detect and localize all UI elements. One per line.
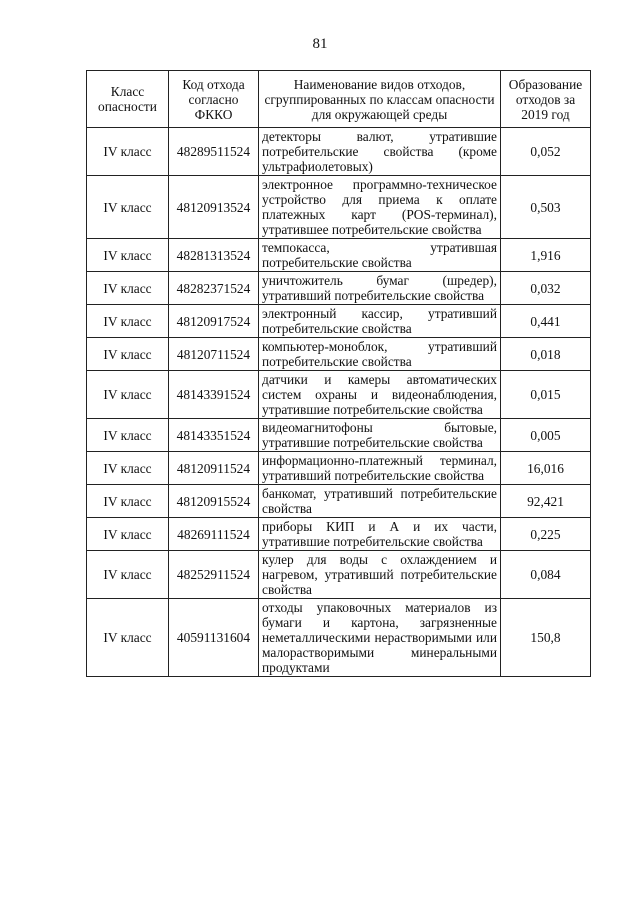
fkko-code-cell: 48120711524 — [169, 338, 259, 371]
waste-amount-cell: 0,503 — [501, 176, 591, 239]
fkko-code-cell: 48252911524 — [169, 551, 259, 599]
hazard-class-cell: IV класс — [87, 128, 169, 176]
table-row — [87, 305, 591, 338]
table-row — [87, 518, 591, 551]
hazard-class-cell: IV класс — [87, 371, 169, 419]
waste-amount-cell: 0,052 — [501, 128, 591, 176]
hazard-class-cell: IV класс — [87, 176, 169, 239]
table-row — [87, 551, 591, 599]
waste-amount-cell: 1,916 — [501, 239, 591, 272]
waste-amount-cell: 0,005 — [501, 419, 591, 452]
table-row — [87, 272, 591, 305]
table-row — [87, 371, 591, 419]
waste-name-cell: детекторы валют, утратившие потребительские свойства (кроме ультрафиолетовых) — [259, 128, 501, 176]
fkko-code-cell: 48143391524 — [169, 371, 259, 419]
waste-name-cell: приборы КИП и А и их части, утратившие потребительские свойства — [259, 518, 501, 551]
hazard-class-cell: IV класс — [87, 599, 169, 677]
header-fkko-code: Код отхода согласно ФККО — [169, 71, 259, 128]
waste-amount-cell: 0,032 — [501, 272, 591, 305]
waste-name-cell: электронное программно-техническое устройство для приема к оплате платежных карт (POS-терминал), утратившее потребительские свойства — [259, 176, 501, 239]
fkko-code-cell: 48289511524 — [169, 128, 259, 176]
hazard-class-cell: IV класс — [87, 452, 169, 485]
table-row — [87, 599, 591, 677]
waste-name-cell: темпокасса, утратившая потребительские свойства — [259, 239, 501, 272]
waste-amount-cell: 92,421 — [501, 485, 591, 518]
table-row — [87, 419, 591, 452]
waste-name-cell: датчики и камеры автоматических систем охраны и видеонаблюдения, утратившие потребительские свойства — [259, 371, 501, 419]
waste-name-cell: компьютер-моноблок, утративший потребительские свойства — [259, 338, 501, 371]
waste-amount-cell: 0,225 — [501, 518, 591, 551]
fkko-code-cell: 48281313524 — [169, 239, 259, 272]
table-row — [87, 239, 591, 272]
hazard-class-cell: IV класс — [87, 419, 169, 452]
fkko-code-cell: 48120911524 — [169, 452, 259, 485]
header-waste-amount: Образование отходов за 2019 год — [501, 71, 591, 128]
table-row — [87, 485, 591, 518]
waste-name-cell: отходы упаковочных материалов из бумаги и картона, загрязненные неметаллическими нерастворимыми или малорастворимыми минеральными продуктами — [259, 599, 501, 677]
waste-name-cell: кулер для воды с охлаждением и нагревом, утративший потребительские свойства — [259, 551, 501, 599]
hazard-class-cell: IV класс — [87, 239, 169, 272]
waste-amount-cell: 0,015 — [501, 371, 591, 419]
waste-name-cell: уничтожитель бумаг (шредер), утративший потребительские свойства — [259, 272, 501, 305]
waste-table — [86, 70, 591, 677]
fkko-code-cell: 48120915524 — [169, 485, 259, 518]
hazard-class-cell: IV класс — [87, 305, 169, 338]
fkko-code-cell: 48143351524 — [169, 419, 259, 452]
fkko-code-cell: 40591131604 — [169, 599, 259, 677]
hazard-class-cell: IV класс — [87, 338, 169, 371]
hazard-class-cell: IV класс — [87, 485, 169, 518]
waste-name-cell: электронный кассир, утративший потребительские свойства — [259, 305, 501, 338]
waste-amount-cell: 0,018 — [501, 338, 591, 371]
table-row — [87, 128, 591, 176]
header-waste-name: Наименование видов отходов, сгруппированных по классам опасности для окружающей среды — [259, 71, 501, 128]
table-row — [87, 452, 591, 485]
table-row — [87, 338, 591, 371]
page-number: 81 — [312, 36, 328, 52]
hazard-class-cell: IV класс — [87, 518, 169, 551]
fkko-code-cell: 48120917524 — [169, 305, 259, 338]
fkko-code-cell: 48120913524 — [169, 176, 259, 239]
header-hazard-class: Класс опасности — [87, 71, 169, 128]
waste-name-cell: банкомат, утративший потребительские свойства — [259, 485, 501, 518]
fkko-code-cell: 48282371524 — [169, 272, 259, 305]
waste-amount-cell: 0,441 — [501, 305, 591, 338]
table-row — [87, 176, 591, 239]
fkko-code-cell: 48269111524 — [169, 518, 259, 551]
waste-name-cell: видеомагнитофоны бытовые, утратившие потребительские свойства — [259, 419, 501, 452]
waste-amount-cell: 0,084 — [501, 551, 591, 599]
waste-name-cell: информационно-платежный терминал, утративший потребительские свойства — [259, 452, 501, 485]
waste-amount-cell: 150,8 — [501, 599, 591, 677]
waste-amount-cell: 16,016 — [501, 452, 591, 485]
hazard-class-cell: IV класс — [87, 551, 169, 599]
table-header-row — [87, 71, 591, 128]
hazard-class-cell: IV класс — [87, 272, 169, 305]
